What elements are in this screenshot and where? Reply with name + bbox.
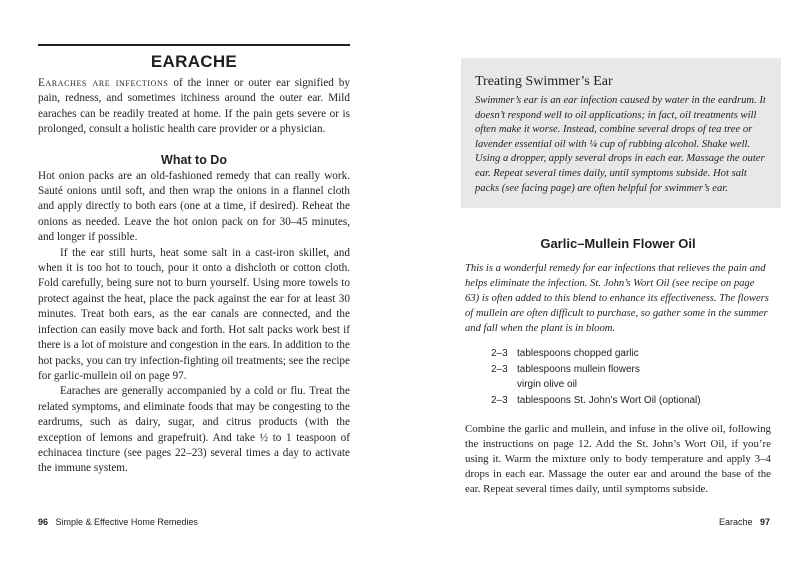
left-page (38, 44, 350, 477)
ingredient-name: tablespoons mullein flowers (517, 363, 640, 375)
right-page-number: 97 (759, 517, 770, 527)
sidebar-text: Swimmer’s ear is an ear infection caused by water in the eardrum. It doesn’t respond well to oil applications; in fact, oil treatments will often make it worse. Instead, combine several drops of tea tree or lavender essential oil with ¼ cup of rubbing alcohol. Shake well. Using a dropper, apply several drops in each ear. Massage the outer ear. Repeat several times daily, until symptoms subside. Hot salt packs (see facing page) are often helpful for swimmer’s ear. (475, 95, 766, 194)
intro-lead: Earaches are infections (38, 77, 169, 89)
ingredient-qty: 2–3 (491, 363, 508, 375)
ingredient-name: tablespoons chopped garlic (517, 348, 639, 360)
sidebar-title: Treating Swimmer’s Ear (475, 74, 613, 89)
right-footer (719, 517, 770, 527)
right-page (465, 58, 771, 497)
ingredient-list (491, 346, 771, 408)
recipe-directions: Combine the garlic and mullein, and infuse in the olive oil, following the instructions on page 12. Add the St. John’s Wort Oil, if you’re using it. Warm the mixture only to body temperature and apply 3–4 drops in each ear. Massage the outer ear and around the base of the ear. Repeat several times daily, until symptoms subside. (465, 423, 771, 496)
ingredient-qty: 2–3 (491, 394, 508, 406)
left-footer (38, 517, 198, 527)
recipe-title: Garlic–Mullein Flower Oil (540, 236, 696, 252)
intro-rest: of the inner or outer ear signified by pain, redness, and sometimes itchiness around the outer ear. Mild earaches can be readily treated at home. If the pain gets severe or is prolonged, consult a holistic health care provider or a physician. (38, 77, 350, 136)
ingredient-name: tablespoons St. John’s Wort Oil (optional) (517, 394, 701, 406)
left-running-title: Simple & Effective Home Remedies (55, 517, 198, 527)
ingredient-item (491, 393, 771, 409)
body-paragraph: If the ear still hurts, heat some salt in a cast-iron skillet, and when it is too hot to touch, pour it onto a dishcloth or cotton cloth. Fold carefully, being sure not to burn yourself. Using more towels to protect against the heat, place the pack against the ear for at least 30 minutes. Treat both ears, as the ear canals are connected, and the infection can easily move back and forth. Hot salt packs work best if there is a lot of moisture and congestion in the ears. In addition to the hot packs, you can try infection-fighting oil treatments; see the recipe for garlic-mullein oil on page 97. (38, 246, 350, 382)
ingredient-item (491, 346, 771, 362)
intro-paragraph (38, 76, 350, 138)
ingredient-item (491, 377, 771, 393)
right-running-title: Earache (718, 517, 753, 527)
title-rule (38, 44, 350, 46)
ingredient-name: virgin olive oil (517, 379, 578, 391)
ingredient-qty: 2–3 (491, 348, 508, 360)
ingredient-item (491, 362, 771, 378)
section-heading: What to Do (161, 152, 227, 167)
recipe-intro: This is a wonderful remedy for ear infections that relieves the pain and helps eliminate the infection. St. John’s Wort Oil (see recipe on page 63) is often added to this blend to enhance its effectiveness. The flowers of mullein are often difficult to purchase, so gather some in the summer and fall when the plant is in bloom. (465, 263, 769, 335)
left-page-number: 96 (38, 517, 49, 527)
page-title: EARACHE (150, 52, 238, 71)
body-paragraph: Hot onion packs are an old-fashioned remedy that can really work. Sauté onions until soft, and then wrap the onions in a flannel cloth and apply directly to both ears (one at a time, if desired). Reheat the onions as needed. Leave the hot onion pack on for 30–45 minutes, and longer if possible. (38, 169, 350, 244)
sidebar-box (461, 58, 781, 208)
body-paragraph: Earaches are generally accompanied by a cold or flu. Treat the related symptoms, and eliminate foods that may be congesting to the eardrums, such as dairy, sugar, and citrus products (with the exception of lemons and grapefruit). And take ½ to 1 teaspoon of echinacea tincture (see pages 22–23) several times a day to activate the immune system. (38, 385, 350, 475)
